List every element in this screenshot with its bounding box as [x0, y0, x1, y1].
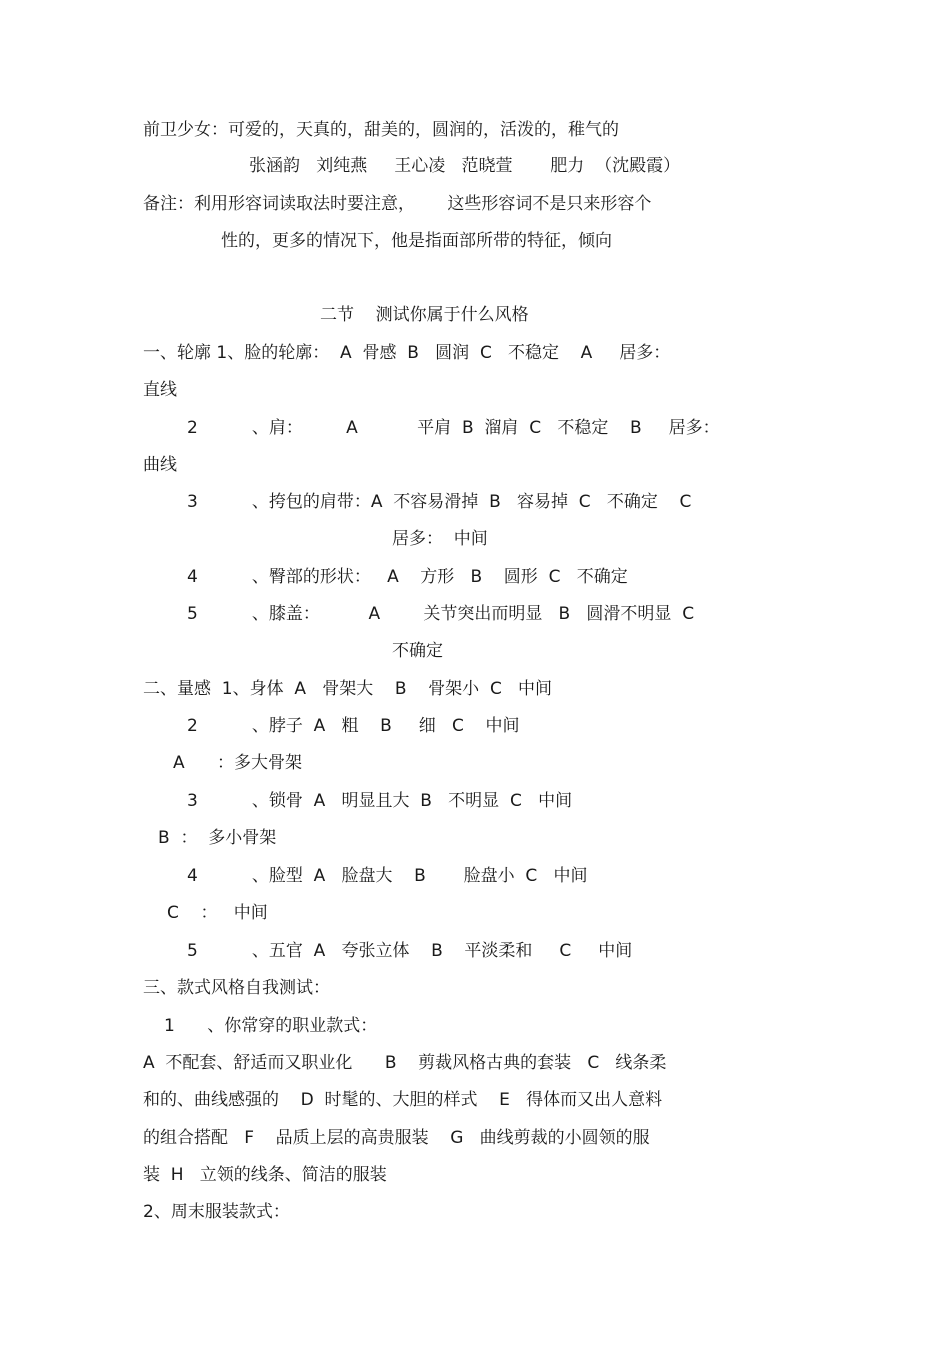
text-line: 5 、膝盖： A 关节突出而明显 B 圆滑不明显 C [187, 604, 695, 624]
text-line: 装 H 立领的线条、简洁的服装 [143, 1165, 387, 1185]
text-line: 5 、五官 A 夸张立体 B 平淡柔和 C 中间 [187, 941, 633, 961]
text-line: 前卫少女：可爱的，天真的，甜美的，圆润的，活泼的，稚气的 [143, 120, 619, 140]
text-line: 居多： 中间 [392, 529, 488, 549]
text-line: 三、款式风格自我测试： [143, 978, 330, 998]
text-line: 3 、锁骨 A 明显且大 B 不明显 C 中间 [187, 791, 573, 811]
text-line: B ： 多小骨架 [158, 828, 277, 848]
text-line: A 不配套、舒适而又职业化 B 剪裁风格古典的套装 C 线条柔 [143, 1053, 667, 1073]
text-line: 和的、曲线感强的 D 时髦的、大胆的样式 E 得体而又出人意料 [143, 1090, 663, 1110]
text-line: C ： 中间 [167, 903, 268, 923]
text-line: 1 、你常穿的职业款式： [164, 1016, 378, 1036]
section-heading: 二节 测试你属于什么风格 [320, 305, 529, 325]
text-line: 二、量感 1、身体 A 骨架大 B 骨架小 C 中间 [143, 679, 553, 699]
text-line: 不确定 [392, 641, 443, 661]
text-line: 直线 [143, 380, 177, 400]
text-line: 4 、脸型 A 脸盘大 B 脸盘小 C 中间 [187, 866, 588, 886]
text-line: 一、轮廓 1、脸的轮廓： A 骨感 B 圆润 C 不稳定 A 居多： [143, 343, 671, 363]
text-line: 3 、挎包的肩带：A 不容易滑掉 B 容易掉 C 不确定 C [187, 492, 692, 512]
text-line: 备注：利用形容词读取法时要注意， 这些形容词不是只来形容个 [143, 194, 652, 214]
text-line: 性的，更多的情况下，他是指面部所带的特征，倾向 [221, 231, 612, 251]
text-line: 张涵韵 刘纯燕 王心凌 范晓萱 肥力 （沈殿霞） [249, 156, 681, 176]
text-line: 2 、脖子 A 粗 B 细 C 中间 [187, 716, 520, 736]
text-line: 4 、臀部的形状： A 方形 B 圆形 C 不确定 [187, 567, 628, 587]
text-line: A ：多大骨架 [173, 753, 303, 773]
text-line: 2、周末服装款式： [143, 1202, 290, 1222]
text-line: 的组合搭配 F 品质上层的高贵服装 G 曲线剪裁的小圆领的服 [143, 1128, 650, 1148]
text-line: 2 、肩： A 平肩 B 溜肩 C 不稳定 B 居多： [187, 418, 720, 438]
text-line: 曲线 [143, 455, 177, 475]
